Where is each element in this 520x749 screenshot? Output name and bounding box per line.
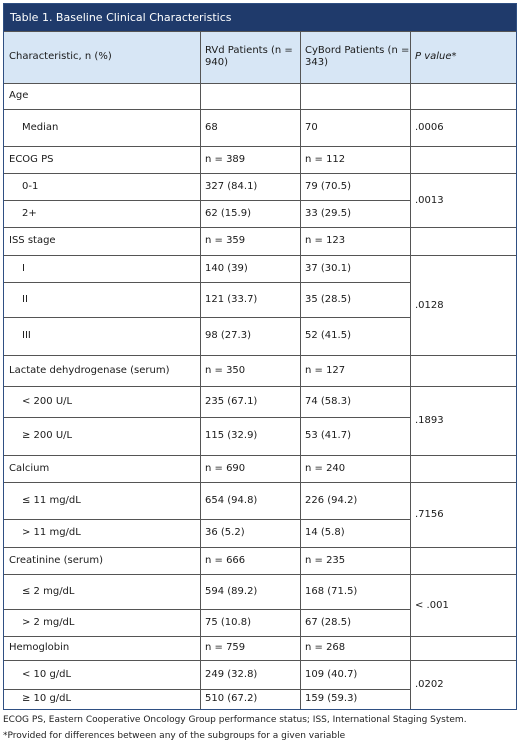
row-rvd-value: n = 666	[205, 554, 246, 566]
row-rvd-value: n = 389	[205, 153, 246, 165]
row-label: II	[22, 293, 28, 305]
table-row	[4, 355, 516, 386]
row-rvd-value: 115 (32.9)	[205, 430, 258, 441]
row-label: ≥ 200 U/L	[22, 430, 73, 441]
header-rvd: RVd Patients (n = 940)	[205, 45, 293, 68]
row-rvd-value: n = 350	[205, 364, 246, 376]
row-label: > 11 mg/dL	[22, 527, 81, 538]
row-cybord-value: n = 235	[305, 554, 346, 566]
subrow-divider	[4, 519, 410, 520]
header-characteristic: Characteristic, n (%)	[9, 51, 112, 62]
row-label: < 10 g/dL	[22, 668, 72, 680]
row-rvd-value: 68	[205, 121, 218, 133]
row-label: Lactate dehydrogenase (serum)	[9, 364, 170, 376]
baseline-characteristics-table	[3, 3, 517, 710]
subrow-divider	[4, 317, 410, 318]
row-cybord-value: 79 (70.5)	[305, 180, 351, 192]
row-rvd-value: 235 (67.1)	[205, 395, 258, 407]
row-cybord-value: n = 268	[305, 642, 346, 653]
row-label: I	[22, 262, 25, 274]
row-cybord-value: 226 (94.2)	[305, 494, 358, 506]
header-cybord: CyBord Patients (n = 343)	[305, 45, 410, 68]
row-rvd-value: 121 (33.7)	[205, 293, 258, 305]
table-row	[4, 227, 516, 255]
table-row	[4, 455, 516, 482]
footnote-p-value: *Provided for differences between any of the subgroups for a given variable	[3, 731, 346, 741]
row-divider	[4, 83, 516, 84]
p-value-calcium: .7156	[415, 509, 444, 520]
row-cybord-value: 168 (71.5)	[305, 585, 358, 597]
column-divider	[200, 31, 201, 709]
subrow-divider	[4, 200, 410, 201]
table-row	[4, 83, 516, 109]
row-rvd-value	[200, 83, 300, 109]
subrow-divider	[4, 689, 410, 690]
row-cybord-value: n = 112	[305, 153, 346, 165]
row-rvd-value: 75 (10.8)	[205, 616, 251, 628]
row-cybord-value: n = 123	[305, 235, 346, 246]
row-label: Age	[9, 90, 29, 101]
row-divider	[4, 355, 516, 356]
row-label: 0-1	[22, 180, 39, 192]
p-value-creatinine: < .001	[415, 599, 449, 611]
row-divider	[4, 31, 516, 32]
row-rvd-value: 62 (15.9)	[205, 207, 251, 219]
row-divider	[4, 109, 516, 110]
row-label: ECOG PS	[9, 153, 54, 165]
p-value-hemoglobin: .0202	[415, 679, 444, 690]
p-value-ldh: .1893	[415, 415, 444, 426]
row-label: ISS stage	[9, 235, 56, 246]
column-divider	[300, 31, 301, 709]
header-p-value: P value*	[415, 51, 457, 62]
table-row	[4, 109, 516, 146]
row-rvd-value: 327 (84.1)	[205, 180, 258, 192]
header-row	[4, 31, 516, 83]
footnote-abbreviations: ECOG PS, Eastern Cooperative Oncology Group performance status; ISS, International Staging System.	[3, 715, 467, 725]
row-label: Hemoglobin	[9, 642, 70, 653]
subrow-divider	[4, 417, 410, 418]
row-label: < 200 U/L	[22, 395, 73, 407]
row-cybord-value: 37 (30.1)	[305, 262, 351, 274]
subrow-divider	[4, 609, 410, 610]
row-divider	[4, 455, 516, 456]
row-cybord-value: 159 (59.3)	[305, 693, 358, 704]
table-row	[4, 636, 516, 660]
row-cybord-value: 33 (29.5)	[305, 207, 351, 219]
p-value-iss: .0128	[415, 299, 444, 311]
row-label: Calcium	[9, 462, 50, 474]
row-divider	[4, 227, 516, 228]
row-cybord-value: n = 127	[305, 364, 346, 376]
row-p-value: .0006	[415, 121, 444, 133]
row-rvd-value: 98 (27.3)	[205, 330, 251, 341]
row-cybord-value: 70	[305, 121, 318, 133]
row-cybord-value: 35 (28.5)	[305, 293, 351, 305]
row-rvd-value: n = 690	[205, 462, 246, 474]
subrow-divider	[4, 282, 410, 283]
row-cybord-value: 109 (40.7)	[305, 668, 358, 680]
row-label: ≤ 2 mg/dL	[22, 585, 75, 597]
row-cybord-value: 53 (41.7)	[305, 430, 351, 441]
row-rvd-value: n = 759	[205, 642, 246, 653]
row-rvd-value: n = 359	[205, 235, 246, 246]
row-divider	[4, 636, 516, 637]
row-cybord-value: 14 (5.8)	[305, 527, 345, 538]
row-cybord-value: n = 240	[305, 462, 346, 474]
row-cybord-value: 67 (28.5)	[305, 616, 351, 628]
row-label: > 2 mg/dL	[22, 616, 75, 628]
p-value-ecog: .0013	[415, 194, 444, 206]
table-row	[4, 547, 516, 574]
row-cybord-value	[300, 83, 410, 109]
row-label: Creatinine (serum)	[9, 554, 103, 566]
row-cybord-value: 74 (58.3)	[305, 395, 351, 407]
row-label: ≥ 10 g/dL	[22, 693, 72, 704]
row-rvd-value: 140 (39)	[205, 262, 248, 274]
row-label: III	[22, 330, 31, 341]
row-cybord-value: 52 (41.5)	[305, 330, 351, 341]
row-rvd-value: 594 (89.2)	[205, 585, 258, 597]
row-rvd-value: 510 (67.2)	[205, 693, 258, 704]
row-label: Median	[22, 121, 59, 133]
row-divider	[4, 547, 516, 548]
row-rvd-value: 249 (32.8)	[205, 668, 258, 680]
row-rvd-value: 654 (94.8)	[205, 494, 258, 506]
row-rvd-value: 36 (5.2)	[205, 527, 245, 538]
row-label: 2+	[22, 207, 37, 219]
row-label: ≤ 11 mg/dL	[22, 494, 81, 506]
table-row	[4, 146, 516, 173]
row-divider	[4, 146, 516, 147]
table-title: Table 1. Baseline Clinical Characteristics	[4, 4, 516, 31]
